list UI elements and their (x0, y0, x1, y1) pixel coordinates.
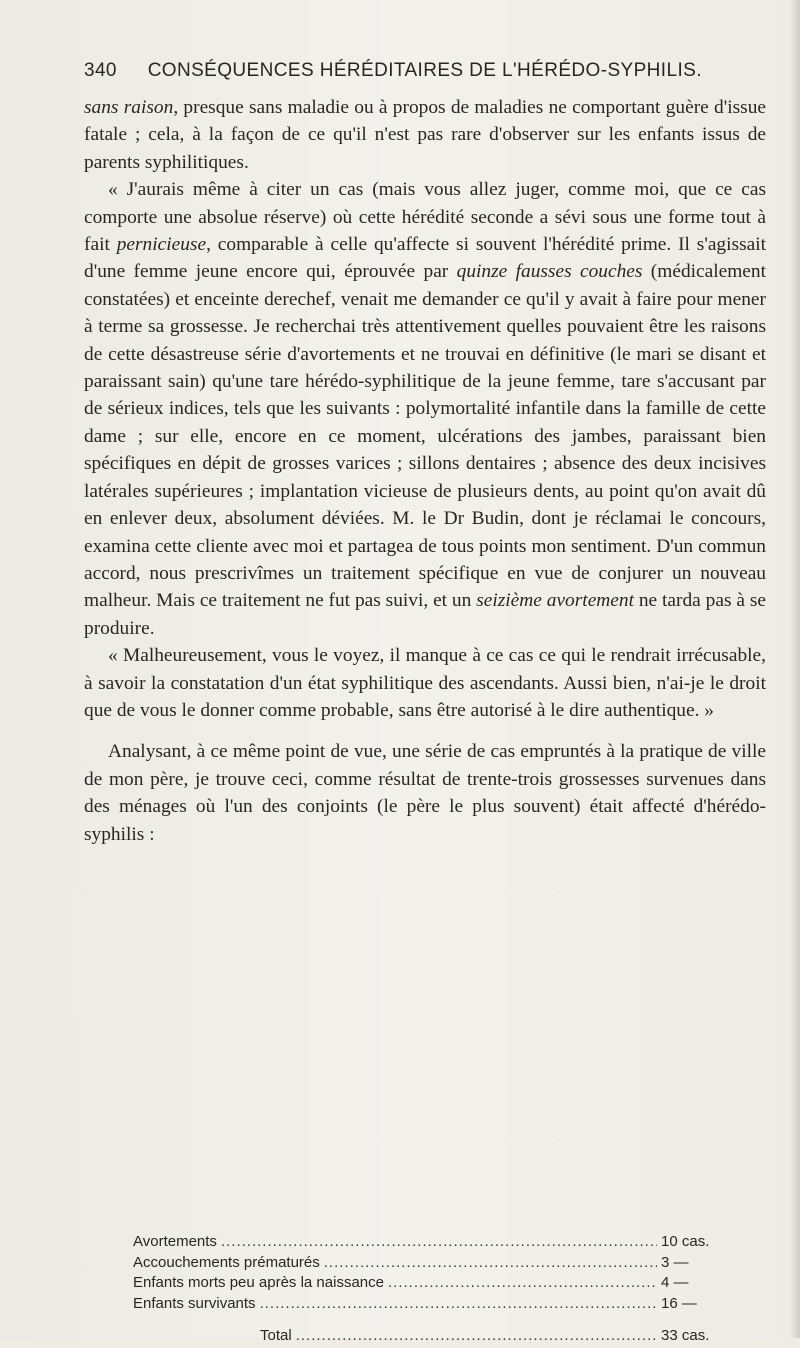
text-run: , presque sans maladie ou à propos de maladies ne comportant guère d'issue fatale ; cela, à la façon de ce qu'il n'est pas rare d'observer sur les enfants issus de parents syphilitiques. (84, 97, 766, 173)
italic-text: quinze fausses couches (456, 261, 643, 283)
table-row (133, 1274, 733, 1295)
leader-dots (296, 1327, 657, 1344)
text-run: « J'aurais même à citer un cas (mais vous allez juger, comme moi, que ce cas comporte une absolue réserve) où cette hérédité seconde a sévi sous une forme tout à fait (84, 179, 766, 256)
row-label: Avortements (133, 1233, 217, 1250)
table-row (133, 1233, 733, 1254)
text-run: « Malheureusement, vous le voyez, il manque à ce cas ce qui le rendrait irrécusable, à savoir la constatation d'un état syphilitique des ascendants. Aussi bien, n'ai-je le droit que de vous le donner comme probable, sans être autorisé à le dire authentique. » (84, 645, 766, 721)
page-number: 340 (84, 60, 117, 81)
paragraph (84, 642, 766, 724)
row-value: 3 — (661, 1253, 689, 1271)
leader-dots (260, 1295, 657, 1312)
row-value: 10 cas. (661, 1233, 710, 1250)
row-label: Accouchements prématurés (133, 1253, 320, 1271)
leader-dots (388, 1274, 657, 1291)
row-value: 16 — (661, 1294, 697, 1312)
running-header (84, 60, 734, 82)
table-row (133, 1254, 733, 1275)
statistics-table (133, 1233, 733, 1348)
text-run: ne tarda pas à se produire. (84, 590, 766, 639)
text-run: (médicalement constatées) et enceinte derechef, venait me demander ce qu'il y avait à faire pour mener à terme sa grossesse. Je recherchai très attentivement quelles pouvaient être les raisons de cette désastreuse série d'avortements et ne trouvai en définitive (le mari se disant et paraissant sain) qu'une tare hérédo-syphilitique de la jeune femme, tare s'accusant par de sérieux indices, tels que les suivants : polymortalité infantile dans la famille de cette dame ; sur elle, encore en ce moment, ulcérations des jambes, paraissant bien spécifiques en dépit de grosses varices ; sillons dentaires ; absence des deux incisives latérales supérieures ; implantation vicieuse de plusieurs dents, au point qu'on avait dû en enlever deux, absolument déviées. M. le Dr Budin, dont je réclamai le concours, examina cette cliente avec moi et partagea de tous points mon sentiment. D'un commun accord, nous prescrivîmes un traitement spécifique en vue de conjurer un nouveau malheur. Mais ce traitement ne fut pas suivi, et un (84, 261, 767, 612)
running-title: CONSÉQUENCES HÉRÉDITAIRES DE L'HÉRÉDO-SYPHILIS. (147, 60, 702, 81)
paragraph (84, 94, 766, 176)
text-run: , comparable à celle qu'affecte si souvent l'hérédité prime. Il s'agissait d'une femme jeune encore qui, éprouvée par (84, 234, 766, 283)
leader-dots (324, 1254, 657, 1271)
body-text (84, 94, 766, 848)
total-row (133, 1327, 733, 1348)
row-label: Enfants morts peu après la naissance (133, 1274, 384, 1291)
page-edge-shadow (790, 0, 800, 1338)
total-value: 33 cas. (661, 1327, 710, 1344)
row-label: Enfants survivants (133, 1294, 256, 1312)
row-value: 4 — (661, 1274, 689, 1291)
italic-text: seizième avortement (476, 590, 634, 612)
paragraph (84, 738, 766, 848)
paragraph (84, 176, 766, 642)
table-row (133, 1295, 733, 1316)
total-label: Total (260, 1327, 292, 1344)
text-run: Analysant, à ce même point de vue, une série de cas empruntés à la pratique de ville de mon père, je trouve ceci, comme résultat de trente-trois grossesses survenues dans des ménages où l'un des conjoints (le père le plus souvent) était affecté d'hérédo-syphilis : (84, 741, 766, 845)
italic-text: sans raison (84, 97, 174, 118)
italic-text: pernicieuse (116, 234, 207, 256)
leader-dots (221, 1233, 657, 1250)
